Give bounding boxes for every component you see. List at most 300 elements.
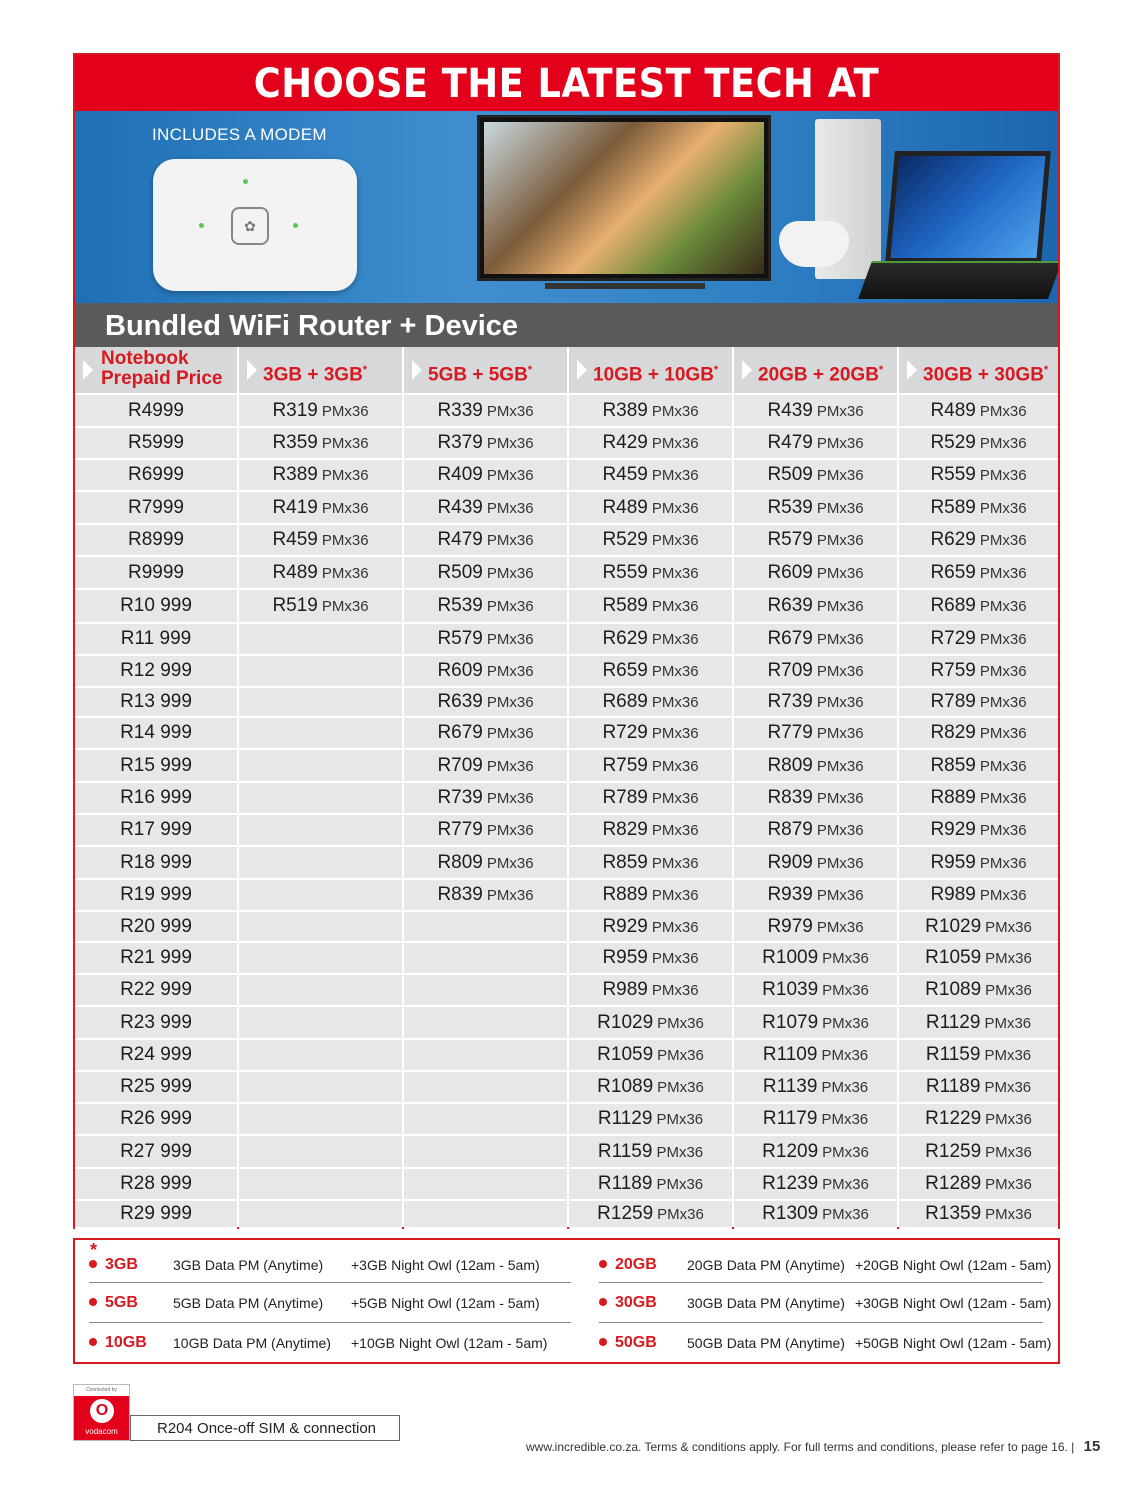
monthly-price-cell bbox=[239, 1072, 402, 1104]
column-header-plan bbox=[899, 347, 1058, 393]
price-value: R20 999 bbox=[120, 916, 192, 937]
price-value: R779 bbox=[437, 819, 483, 840]
price-value: R409 bbox=[437, 464, 483, 485]
term-suffix: PMx36 bbox=[321, 532, 369, 549]
monthly-price-cell bbox=[899, 975, 1058, 1007]
term-suffix: PMx36 bbox=[486, 694, 534, 711]
monthly-price-cell bbox=[239, 1007, 402, 1040]
term-suffix: PMx36 bbox=[486, 565, 534, 582]
monthly-price-cell bbox=[734, 688, 897, 718]
price-value: R1009 bbox=[762, 947, 819, 968]
price-value: R17 999 bbox=[120, 819, 192, 840]
price-value: R4999 bbox=[128, 400, 184, 421]
price-value: R1139 bbox=[762, 1076, 818, 1097]
monthly-price-cell bbox=[569, 492, 732, 525]
monthly-price-cell bbox=[404, 525, 567, 557]
monthly-price-cell bbox=[899, 1136, 1058, 1169]
monthly-price-cell bbox=[404, 656, 567, 688]
price-value: R489 bbox=[602, 497, 648, 518]
term-suffix: PMx36 bbox=[651, 565, 699, 582]
price-value: R12 999 bbox=[120, 660, 192, 681]
price-value: R15 999 bbox=[120, 755, 192, 776]
notebook-price-cell bbox=[75, 1201, 237, 1229]
monthly-price-cell bbox=[569, 783, 732, 815]
price-value: R13 999 bbox=[120, 691, 192, 712]
term-suffix: PMx36 bbox=[816, 919, 864, 936]
divider bbox=[599, 1322, 1043, 1323]
term-suffix: PMx36 bbox=[979, 790, 1027, 807]
price-value: R709 bbox=[437, 755, 483, 776]
monthly-price-cell bbox=[734, 1040, 897, 1072]
table-row bbox=[75, 718, 1058, 750]
table-row bbox=[75, 975, 1058, 1007]
monthly-price-cell bbox=[404, 428, 567, 460]
monthly-price-cell bbox=[569, 943, 732, 975]
monthly-price-cell bbox=[569, 557, 732, 590]
monthly-price-cell bbox=[734, 1007, 897, 1040]
monthly-price-cell bbox=[899, 460, 1058, 492]
price-value: R989 bbox=[602, 979, 648, 1000]
monthly-price-cell bbox=[239, 624, 402, 656]
notebook-price-cell bbox=[75, 847, 237, 880]
price-value: R529 bbox=[930, 432, 976, 453]
term-suffix: PMx36 bbox=[651, 598, 699, 615]
term-suffix: PMx36 bbox=[985, 1176, 1032, 1193]
data-legend bbox=[73, 1238, 1060, 1364]
term-suffix: PMx36 bbox=[816, 694, 864, 711]
monthly-price-cell bbox=[899, 880, 1058, 912]
monthly-price-cell bbox=[404, 460, 567, 492]
term-suffix: PMx36 bbox=[822, 1206, 869, 1223]
price-value: R27 999 bbox=[120, 1141, 192, 1162]
term-suffix: PMx36 bbox=[657, 1015, 704, 1032]
price-value: R739 bbox=[437, 787, 483, 808]
term-suffix: PMx36 bbox=[656, 1111, 704, 1128]
monthly-price-cell bbox=[569, 688, 732, 718]
monthly-price-cell bbox=[404, 1201, 567, 1229]
term-suffix: PMx36 bbox=[816, 532, 864, 549]
term-suffix: PMx36 bbox=[816, 500, 864, 517]
price-value: R789 bbox=[602, 787, 648, 808]
legend-data: 20GB Data PM (Anytime) bbox=[687, 1257, 845, 1273]
term-suffix: PMx36 bbox=[321, 500, 369, 517]
term-suffix: PMx36 bbox=[979, 663, 1027, 680]
price-value: R359 bbox=[272, 432, 318, 453]
term-suffix: PMx36 bbox=[979, 598, 1027, 615]
table-row bbox=[75, 1104, 1058, 1136]
term-suffix: PMx36 bbox=[486, 403, 534, 420]
monthly-price-cell bbox=[569, 590, 732, 624]
monthly-price-cell bbox=[239, 590, 402, 624]
price-value: R729 bbox=[930, 628, 976, 649]
term-suffix: PMx36 bbox=[821, 1079, 869, 1096]
monthly-price-cell bbox=[239, 718, 402, 750]
price-value: R889 bbox=[930, 787, 976, 808]
price-value: R579 bbox=[437, 628, 483, 649]
term-suffix: PMx36 bbox=[656, 1176, 704, 1193]
price-value: R479 bbox=[437, 529, 483, 550]
price-value: R559 bbox=[930, 464, 976, 485]
term-suffix: PMx36 bbox=[321, 467, 369, 484]
column-header-notebook-price bbox=[75, 347, 237, 393]
term-suffix: PMx36 bbox=[816, 565, 864, 582]
price-value: R989 bbox=[930, 884, 976, 905]
price-value: R6999 bbox=[128, 464, 184, 485]
price-value: R389 bbox=[272, 464, 318, 485]
footnote-marker: * bbox=[1043, 364, 1049, 376]
monthly-price-cell bbox=[569, 1201, 732, 1229]
monthly-price-cell bbox=[239, 1201, 402, 1229]
monthly-price-cell bbox=[404, 624, 567, 656]
price-value: R639 bbox=[437, 691, 483, 712]
monthly-price-cell bbox=[899, 590, 1058, 624]
notebook-price-cell bbox=[75, 428, 237, 460]
footer-terms: www.incredible.co.za. Terms & conditions apply. For full terms and conditions, please refer to page 16. bbox=[526, 1440, 1068, 1454]
term-suffix: PMx36 bbox=[979, 822, 1027, 839]
monthly-price-cell bbox=[899, 1040, 1058, 1072]
term-suffix: PMx36 bbox=[651, 725, 699, 742]
monthly-price-cell bbox=[734, 975, 897, 1007]
legend-item bbox=[599, 1252, 1069, 1278]
price-value: R709 bbox=[767, 660, 813, 681]
monthly-price-cell bbox=[404, 688, 567, 718]
notebook-price-cell bbox=[75, 1169, 237, 1201]
monthly-price-cell bbox=[404, 590, 567, 624]
arrow-right-icon bbox=[907, 360, 917, 380]
monthly-price-cell bbox=[899, 428, 1058, 460]
price-value: R459 bbox=[602, 464, 648, 485]
arrow-right-icon bbox=[742, 360, 752, 380]
legend-data: 3GB Data PM (Anytime) bbox=[173, 1257, 324, 1273]
monthly-price-cell bbox=[734, 1169, 897, 1201]
monthly-price-cell bbox=[239, 975, 402, 1007]
price-value: R1129 bbox=[925, 1012, 981, 1033]
price-value: R579 bbox=[767, 529, 813, 550]
legend-item bbox=[89, 1290, 559, 1316]
price-value: R1029 bbox=[597, 1012, 654, 1033]
legend-gb: 20GB bbox=[615, 1256, 657, 1273]
table-row bbox=[75, 943, 1058, 975]
legend-night-owl: +10GB Night Owl (12am - 5am) bbox=[351, 1335, 548, 1351]
price-value: R519 bbox=[272, 595, 318, 616]
term-suffix: PMx36 bbox=[651, 855, 699, 872]
monthly-price-cell bbox=[404, 1040, 567, 1072]
modem-caption: INCLUDES A MODEM bbox=[152, 125, 327, 144]
monthly-price-cell bbox=[404, 815, 567, 847]
price-value: R14 999 bbox=[120, 722, 192, 743]
price-value: R479 bbox=[767, 432, 813, 453]
monthly-price-cell bbox=[404, 1136, 567, 1169]
column-header-label: 5GB + 5GB* bbox=[428, 364, 533, 386]
legend-item bbox=[599, 1330, 1069, 1356]
monthly-price-cell bbox=[899, 1169, 1058, 1201]
monthly-price-cell bbox=[404, 750, 567, 783]
monthly-price-cell bbox=[404, 943, 567, 975]
price-value: R1129 bbox=[597, 1108, 653, 1129]
price-value: R909 bbox=[767, 852, 813, 873]
price-value: R419 bbox=[272, 497, 318, 518]
term-suffix: PMx36 bbox=[486, 887, 534, 904]
monthly-price-cell bbox=[404, 1104, 567, 1136]
monthly-price-cell bbox=[899, 492, 1058, 525]
term-suffix: PMx36 bbox=[651, 532, 699, 549]
notebook-price-cell bbox=[75, 718, 237, 750]
term-suffix: PMx36 bbox=[657, 1079, 704, 1096]
term-suffix: PMx36 bbox=[816, 822, 864, 839]
monthly-price-cell bbox=[569, 815, 732, 847]
monthly-price-cell bbox=[239, 912, 402, 943]
price-value: R539 bbox=[437, 595, 483, 616]
price-value: R629 bbox=[602, 628, 648, 649]
monthly-price-cell bbox=[404, 912, 567, 943]
bullet-icon bbox=[599, 1338, 607, 1346]
table-row bbox=[75, 428, 1058, 460]
legend-gb: 10GB bbox=[105, 1334, 147, 1351]
bullet-icon bbox=[89, 1338, 97, 1346]
term-suffix: PMx36 bbox=[651, 950, 699, 967]
notebook-price-cell bbox=[75, 1104, 237, 1136]
price-value: R26 999 bbox=[120, 1108, 192, 1129]
monthly-price-cell bbox=[899, 1072, 1058, 1104]
price-value: R729 bbox=[602, 722, 648, 743]
term-suffix: PMx36 bbox=[816, 631, 864, 648]
monthly-price-cell bbox=[239, 847, 402, 880]
price-value: R1259 bbox=[597, 1203, 654, 1224]
term-suffix: PMx36 bbox=[979, 855, 1027, 872]
monthly-price-cell bbox=[404, 1007, 567, 1040]
term-suffix: PMx36 bbox=[985, 1206, 1032, 1223]
term-suffix: PMx36 bbox=[486, 758, 534, 775]
monthly-price-cell bbox=[899, 1104, 1058, 1136]
price-value: R1089 bbox=[597, 1076, 654, 1097]
price-value: R11 999 bbox=[120, 628, 192, 649]
legend-night-owl: +50GB Night Owl (12am - 5am) bbox=[855, 1335, 1052, 1351]
price-value: R679 bbox=[767, 628, 813, 649]
table-row bbox=[75, 750, 1058, 783]
arrow-right-icon bbox=[83, 360, 93, 380]
arrow-right-icon bbox=[247, 360, 257, 380]
monthly-price-cell bbox=[899, 943, 1058, 975]
term-suffix: PMx36 bbox=[822, 982, 869, 999]
term-suffix: PMx36 bbox=[651, 982, 699, 999]
table-row bbox=[75, 656, 1058, 688]
monthly-price-cell bbox=[239, 395, 402, 428]
price-value: R429 bbox=[602, 432, 648, 453]
price-value: R25 999 bbox=[120, 1076, 192, 1097]
price-value: R829 bbox=[930, 722, 976, 743]
laptop-screen-image bbox=[885, 151, 1051, 263]
monthly-price-cell bbox=[404, 395, 567, 428]
price-value: R319 bbox=[272, 400, 318, 421]
term-suffix: PMx36 bbox=[979, 435, 1027, 452]
price-value: R659 bbox=[930, 562, 976, 583]
monthly-price-cell bbox=[239, 492, 402, 525]
price-value: R5999 bbox=[128, 432, 184, 453]
legend-gb: 3GB bbox=[105, 1256, 138, 1273]
term-suffix: PMx36 bbox=[816, 790, 864, 807]
monthly-price-cell bbox=[734, 1201, 897, 1229]
monthly-price-cell bbox=[569, 1136, 732, 1169]
term-suffix: PMx36 bbox=[657, 1206, 704, 1223]
monthly-price-cell bbox=[239, 1040, 402, 1072]
monthly-price-cell bbox=[239, 525, 402, 557]
legend-data: 5GB Data PM (Anytime) bbox=[173, 1295, 324, 1311]
term-suffix: PMx36 bbox=[816, 887, 864, 904]
monthly-price-cell bbox=[404, 783, 567, 815]
price-value: R639 bbox=[767, 595, 813, 616]
vodacom-name: vodacom bbox=[85, 1427, 118, 1436]
price-value: R679 bbox=[437, 722, 483, 743]
connected-by-text: Connected by bbox=[74, 1385, 129, 1396]
monthly-price-cell bbox=[734, 718, 897, 750]
notebook-price-cell bbox=[75, 492, 237, 525]
monthly-price-cell bbox=[734, 1072, 897, 1104]
monthly-price-cell bbox=[569, 1040, 732, 1072]
notebook-price-cell bbox=[75, 1136, 237, 1169]
price-value: R829 bbox=[602, 819, 648, 840]
monthly-price-cell bbox=[239, 557, 402, 590]
term-suffix: PMx36 bbox=[979, 758, 1027, 775]
monthly-price-cell bbox=[899, 656, 1058, 688]
term-suffix: PMx36 bbox=[979, 565, 1027, 582]
term-suffix: PMx36 bbox=[486, 822, 534, 839]
term-suffix: PMx36 bbox=[651, 822, 699, 839]
term-suffix: PMx36 bbox=[979, 725, 1027, 742]
monthly-price-cell bbox=[734, 750, 897, 783]
column-header-label: Notebook Prepaid Price bbox=[101, 348, 223, 389]
price-value: R18 999 bbox=[120, 852, 192, 873]
price-value: R1059 bbox=[597, 1044, 654, 1065]
monthly-price-cell bbox=[734, 395, 897, 428]
term-suffix: PMx36 bbox=[321, 598, 369, 615]
term-suffix: PMx36 bbox=[651, 919, 699, 936]
monthly-price-cell bbox=[404, 880, 567, 912]
price-value: R1179 bbox=[762, 1108, 818, 1129]
price-value: R1089 bbox=[925, 979, 982, 1000]
bullet-icon bbox=[599, 1260, 607, 1268]
monthly-price-cell bbox=[239, 1169, 402, 1201]
column-header-label: 30GB + 30GB* bbox=[923, 364, 1049, 386]
sim-connection-note: R204 Once-off SIM & connection bbox=[130, 1415, 400, 1441]
price-value: R859 bbox=[602, 852, 648, 873]
price-value: R1189 bbox=[597, 1173, 653, 1194]
price-value: R7999 bbox=[128, 497, 184, 518]
price-value: R809 bbox=[437, 852, 483, 873]
table-row bbox=[75, 492, 1058, 525]
term-suffix: PMx36 bbox=[821, 1111, 869, 1128]
term-suffix: PMx36 bbox=[984, 1015, 1032, 1032]
monthly-price-cell bbox=[734, 525, 897, 557]
column-header-plan bbox=[734, 347, 897, 393]
term-suffix: PMx36 bbox=[486, 500, 534, 517]
monthly-price-cell bbox=[734, 624, 897, 656]
term-suffix: PMx36 bbox=[985, 982, 1032, 999]
term-suffix: PMx36 bbox=[486, 598, 534, 615]
column-header-plan bbox=[239, 347, 402, 393]
term-suffix: PMx36 bbox=[816, 467, 864, 484]
bullet-icon bbox=[89, 1298, 97, 1306]
term-suffix: PMx36 bbox=[651, 403, 699, 420]
monthly-price-cell bbox=[899, 1201, 1058, 1229]
term-suffix: PMx36 bbox=[822, 950, 869, 967]
price-value: R9999 bbox=[128, 562, 184, 583]
monthly-price-cell bbox=[569, 1169, 732, 1201]
price-value: R939 bbox=[767, 884, 813, 905]
price-value: R339 bbox=[437, 400, 483, 421]
footnote-marker: * bbox=[713, 364, 719, 376]
divider bbox=[89, 1282, 571, 1283]
legend-marker: * bbox=[90, 1240, 98, 1260]
price-value: R589 bbox=[602, 595, 648, 616]
term-suffix: PMx36 bbox=[486, 855, 534, 872]
table-row bbox=[75, 557, 1058, 590]
monthly-price-cell bbox=[899, 815, 1058, 847]
term-suffix: PMx36 bbox=[984, 1079, 1032, 1096]
price-value: R16 999 bbox=[120, 787, 192, 808]
notebook-price-cell bbox=[75, 656, 237, 688]
monthly-price-cell bbox=[239, 688, 402, 718]
table-row bbox=[75, 688, 1058, 718]
notebook-price-cell bbox=[75, 688, 237, 718]
price-value: R959 bbox=[602, 947, 648, 968]
term-suffix: PMx36 bbox=[979, 631, 1027, 648]
legend-data: 30GB Data PM (Anytime) bbox=[687, 1295, 845, 1311]
legend-night-owl: +20GB Night Owl (12am - 5am) bbox=[855, 1257, 1052, 1273]
term-suffix: PMx36 bbox=[985, 950, 1032, 967]
arrow-right-icon bbox=[412, 360, 422, 380]
price-value: R389 bbox=[602, 400, 648, 421]
banner-title: CHOOSE THE LATEST TECH AT bbox=[253, 61, 880, 107]
table-row bbox=[75, 815, 1058, 847]
footnote-marker: * bbox=[527, 364, 533, 376]
notebook-price-cell bbox=[75, 624, 237, 656]
monthly-price-cell bbox=[404, 975, 567, 1007]
notebook-price-cell bbox=[75, 1040, 237, 1072]
footer: www.incredible.co.za. Terms & conditions apply. For full terms and conditions, please refer to page 16. | 15 bbox=[526, 1438, 1101, 1455]
price-value: R929 bbox=[930, 819, 976, 840]
notebook-price-cell bbox=[75, 1007, 237, 1040]
section-title: Bundled WiFi Router + Device bbox=[105, 310, 519, 342]
monthly-price-cell bbox=[404, 557, 567, 590]
price-value: R1229 bbox=[925, 1108, 982, 1129]
legend-item bbox=[89, 1330, 559, 1356]
term-suffix: PMx36 bbox=[816, 855, 864, 872]
term-suffix: PMx36 bbox=[486, 467, 534, 484]
price-value: R489 bbox=[930, 400, 976, 421]
term-suffix: PMx36 bbox=[651, 631, 699, 648]
price-frame bbox=[73, 53, 1060, 1229]
price-value: R29 999 bbox=[120, 1203, 192, 1224]
term-suffix: PMx36 bbox=[822, 1176, 869, 1193]
legend-night-owl: +30GB Night Owl (12am - 5am) bbox=[855, 1295, 1052, 1311]
bullet-icon bbox=[89, 1260, 97, 1268]
monthly-price-cell bbox=[569, 1072, 732, 1104]
monthly-price-cell bbox=[239, 428, 402, 460]
price-value: R489 bbox=[272, 562, 318, 583]
monthly-price-cell bbox=[734, 943, 897, 975]
monthly-price-cell bbox=[899, 750, 1058, 783]
term-suffix: PMx36 bbox=[321, 403, 369, 420]
vodacom-badge bbox=[73, 1384, 130, 1441]
term-suffix: PMx36 bbox=[816, 758, 864, 775]
notebook-price-cell bbox=[75, 912, 237, 943]
term-suffix: PMx36 bbox=[486, 532, 534, 549]
table-row bbox=[75, 525, 1058, 557]
monthly-price-cell bbox=[404, 718, 567, 750]
monthly-price-cell bbox=[734, 460, 897, 492]
monthly-price-cell bbox=[734, 656, 897, 688]
price-value: R379 bbox=[437, 432, 483, 453]
